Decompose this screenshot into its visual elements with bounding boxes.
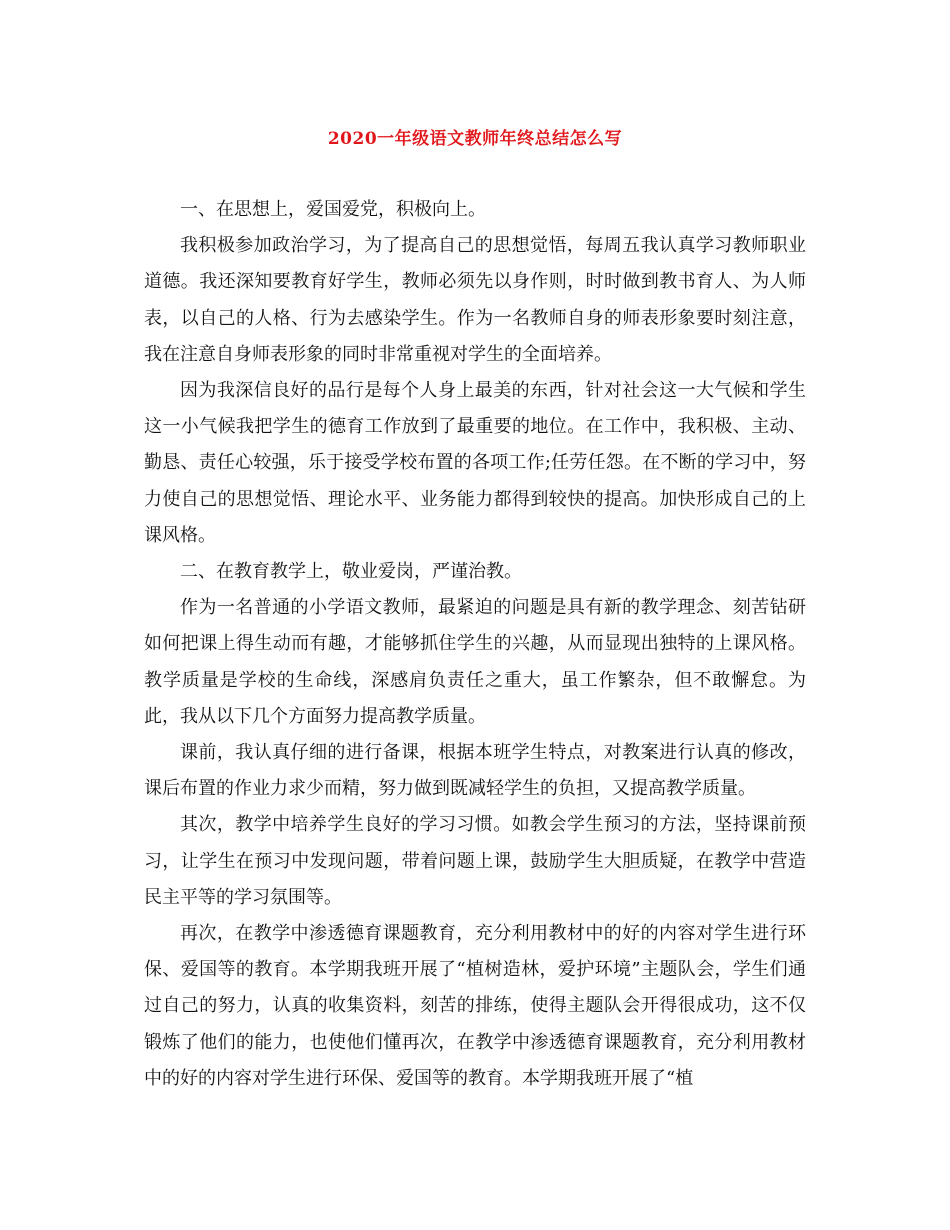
paragraph: 二、在教育教学上，敬业爱岗，严谨治教。 xyxy=(180,561,522,583)
paragraph: 因为我深信良好的品行是每个人身上最美的东西，针对社会这一大气候和学生这一小气候我把学生的德育工作放到了最重要的地位。在工作中，我积极、主动、勤恳、责任心较强，乐于接受学校布置的各项工作;任劳任怨。在不断的学习中，努力使自己的思想觉悟、理论水平、业务能力都得到较快的提高。加快形成自己的上课风格。 xyxy=(144,380,806,546)
paragraph: 一、在思想上，爱国爱党，积极向上。 xyxy=(180,199,486,220)
document-body xyxy=(144,192,806,1097)
document-title: 2020一年级语文教师年终总结怎么写 xyxy=(327,129,623,149)
paragraph: 其次，教学中培养学生良好的学习习惯。如教会学生预习的方法，坚持课前预习，让学生在预习中发现问题，带着问题上课，鼓励学生大胆质疑，在教学中营造民主平等的学习氛围等。 xyxy=(144,814,806,908)
paragraph: 再次，在教学中渗透德育课题教育，充分利用教材中的好的内容对学生进行环保、爱国等的教育。本学期我班开展了“植树造林，爱护环境”主题队会，学生们通过自己的努力，认真的收集资料，刻苦的排练，使得主题队会开得很成功，这不仅锻炼了他们的能力，也使他们懂再次，在教学中渗透德育课题教育，充分利用教材中的好的内容对学生进行环保、爱国等的教育。本学期我班开展了“植 xyxy=(144,923,806,1089)
paragraph: 我积极参加政治学习，为了提高自己的思想觉悟，每周五我认真学习教师职业道德。我还深知要教育好学生，教师必须先以身作则，时时做到教书育人、为人师表，以自己的人格、行为去感染学生。作为一名教师自身的师表形象要时刻注意，我在注意自身师表形象的同时非常重视对学生的全面培养。 xyxy=(144,235,806,365)
paragraph: 作为一名普通的小学语文教师，最紧迫的问题是具有新的教学理念、刻苦钻研如何把课上得生动而有趣，才能够抓住学生的兴趣，从而显现出独特的上课风格。教学质量是学校的生命线，深感肩负责任之重大，虽工作繁杂，但不敢懈怠。为此，我从以下几个方面努力提高教学质量。 xyxy=(144,597,806,727)
paragraph: 课前，我认真仔细的进行备课，根据本班学生特点，对教案进行认真的修改，课后布置的作业力求少而精，努力做到既减轻学生的负担，又提高教学质量。 xyxy=(144,742,806,800)
